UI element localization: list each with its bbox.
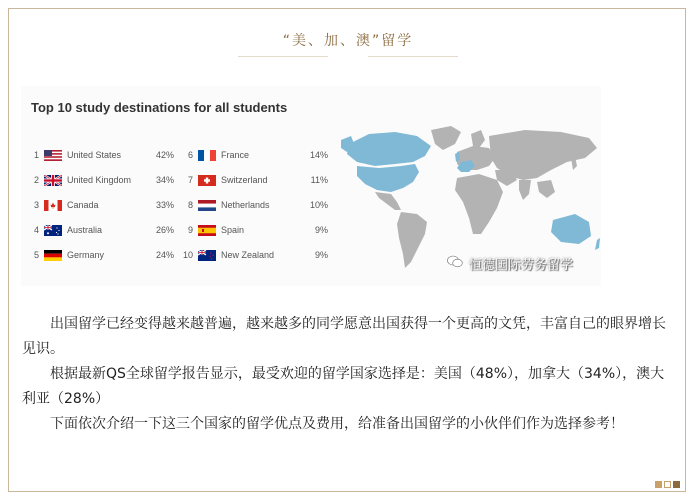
- title-divider-right: [368, 56, 458, 57]
- watermark: [447, 254, 573, 273]
- destination-row: [183, 148, 328, 162]
- country-name: Netherlands: [221, 200, 270, 210]
- south-america-shape: [397, 212, 427, 268]
- rank: 3: [33, 200, 39, 210]
- africa-shape: [455, 174, 503, 234]
- australia-shape: [551, 214, 591, 244]
- watermark-text: 恒德国际劳务留学: [469, 258, 574, 273]
- us-flag-icon: [44, 150, 62, 161]
- percentage: 9%: [314, 250, 328, 260]
- rank: 9: [187, 225, 193, 235]
- country-name: Switzerland: [221, 175, 268, 185]
- rank: 5: [33, 250, 39, 260]
- netherlands-flag-icon: [198, 200, 216, 211]
- world-map: [339, 122, 601, 272]
- percentage: 33%: [155, 200, 174, 210]
- ornament-square: [664, 481, 671, 488]
- destination-row: [183, 223, 328, 237]
- percentage: 11%: [310, 175, 328, 185]
- new-zealand-shape: [595, 238, 600, 250]
- percentage: 14%: [309, 150, 328, 160]
- country-name: Spain: [221, 225, 245, 235]
- spain-flag-icon: [198, 225, 216, 236]
- country-name: France: [221, 150, 250, 160]
- destination-row: [29, 198, 174, 212]
- rank: 1: [33, 150, 39, 160]
- rank: 4: [33, 225, 39, 235]
- ornament-square: [655, 481, 662, 488]
- france-flag-icon: [198, 150, 216, 161]
- scandinavia-shape: [471, 130, 485, 148]
- canada-flag-icon: [44, 200, 62, 211]
- rank: 6: [187, 150, 193, 160]
- country-name: New Zealand: [221, 250, 275, 260]
- uk-flag-icon: [44, 175, 62, 186]
- destination-row: [29, 148, 174, 162]
- percentage: 42%: [155, 150, 174, 160]
- destination-row: [29, 223, 174, 237]
- country-name: Canada: [67, 200, 99, 210]
- rank: 8: [187, 200, 193, 210]
- rank: 7: [187, 175, 193, 185]
- corner-ornament: [655, 481, 680, 488]
- percentage: 26%: [155, 225, 174, 235]
- new-zealand-flag-icon: [198, 250, 216, 261]
- country-name: Germany: [67, 250, 105, 260]
- title-divider-left: [238, 56, 328, 57]
- australia-flag-icon: [44, 225, 62, 236]
- destination-row: [183, 248, 328, 262]
- figure-title: Top 10 study destinations for all students: [31, 100, 288, 115]
- percentage: 10%: [309, 200, 328, 210]
- percentage: 24%: [155, 250, 174, 260]
- destination-row: [29, 248, 174, 262]
- southeast-asia-shape: [537, 180, 555, 198]
- india-shape: [519, 180, 531, 200]
- paragraph-next: 下面依次介绍一下这三个国家的留学优点及费用，给准备出国留学的小伙伴们作为选择参考！: [50, 416, 624, 432]
- rank: 2: [33, 175, 39, 185]
- destination-row: [183, 173, 328, 187]
- paragraph-qs-report: 根据最新QS全球留学报告显示，最受欢迎的留学国家选择是：美国（48%），加拿大（34%），澳大利亚（28%）: [22, 366, 665, 407]
- central-america-shape: [375, 192, 401, 210]
- country-name: Australia: [67, 225, 103, 235]
- country-name: United Kingdom: [67, 175, 132, 185]
- wechat-icon: [447, 255, 463, 272]
- study-destinations-figure: [21, 86, 601, 286]
- united-states-shape: [357, 164, 419, 192]
- section-title: “美、加、澳”留学: [282, 33, 414, 49]
- destination-row: [29, 173, 174, 187]
- germany-flag-icon: [44, 250, 62, 261]
- destination-row: [183, 198, 328, 212]
- ornament-square: [673, 481, 680, 488]
- greenland-shape: [431, 126, 461, 150]
- country-name: United States: [67, 150, 122, 160]
- rank: 10: [183, 250, 194, 260]
- paragraph-intro: 出国留学已经变得越来越普遍，越来越多的同学愿意出国获得一个更高的文凭，丰富自己的眼界增长见识。: [22, 316, 666, 357]
- canada-shape: [347, 132, 431, 166]
- percentage: 34%: [155, 175, 174, 185]
- switzerland-flag-icon: [198, 175, 216, 186]
- percentage: 9%: [314, 225, 328, 235]
